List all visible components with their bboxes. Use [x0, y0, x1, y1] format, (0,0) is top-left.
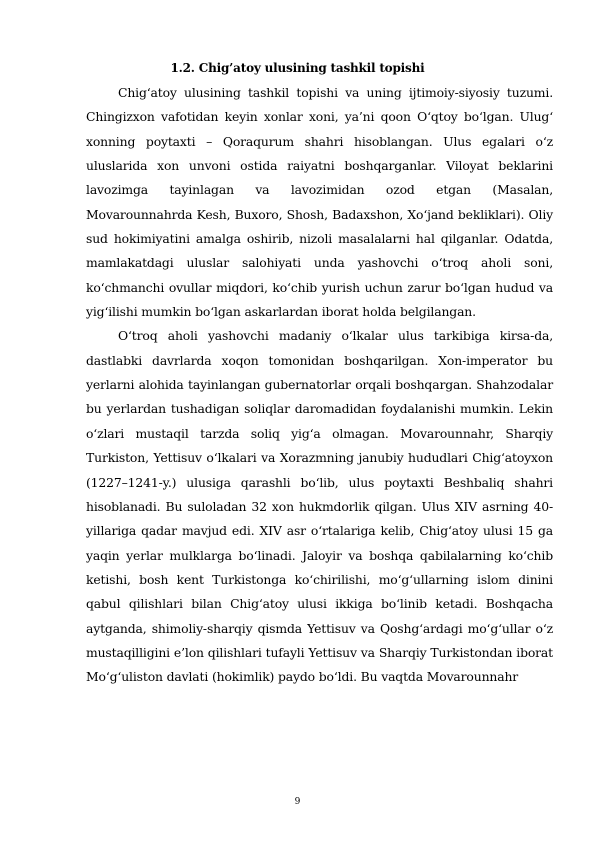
paragraph-1: Chig‘atoy ulusining tashkil topishi va uning ijtimoiy-siyosiy tuzumi. Chingizxon vafotidan keyin xonlar xoni, ya’ni qoon O‘qtoy bo‘lgan. Ulug‘ xonning poytaxti – Qoraqurum shahri hisoblangan. Ulus egalari o‘z uluslarida xon unvoni ostida raiyatni boshqarganlar. Viloyat beklarini lavozimga tayinlagan va lavozimidan ozod etgan (Masalan, Movarounnahrda Kesh, Buxoro, Shosh, Badaxshon, Xo‘jand bekliklari). Oliy sud hokimiyatini amalga oshirib, nizoli masalalarni hal qilganlar. Odatda, mamlakatdagi uluslar salohiyati unda yashovchi o‘troq aholi soni, ko‘chmanchi ovullar miqdori, ko‘chib yurish uchun zarur bo‘lgan hudud va yig‘ilishi mumkin bo‘lgan askarlardan iborat holda belgilangan.: [86, 85, 553, 320]
section-title: 1.2. Chig’atoy ulusining tashkil topishi: [170, 61, 425, 75]
page-number: 9: [294, 797, 301, 807]
body-text: [86, 81, 553, 690]
paragraph-2: O‘troq aholi yashovchi madaniy o‘lkalar ulus tarkibiga kirsa-da, dastlabki davrlarda xoqon tomonidan boshqarilgan. Xon-imperator bu yerlarni alohida tayinlangan gubernatorlar orqali boshqargan. Shahzodalar bu yerlardan tushadigan soliqlar daromadidan foydalanishi mumkin. Lekin o‘zlari mustaqil tarzda soliq yig‘a olmagan. Movarounnahr, Sharqiy Turkiston, Yettisuv o‘lkalari va Xorazmning janubiy hududlari Chig‘atoyxon (1227–1241-y.) ulusiga qarashli bo‘lib, ulus poytaxti Beshbaliq shahri hisoblanadi. Bu suloladan 32 xon hukmdorlik qilgan. Ulus XIV asrning 40-yillariga qadar mavjud edi. XIV asr o‘rtalariga kelib, Chig‘atoy ulusi 15 ga yaqin yerlar mulklarga bo‘linadi. Jaloyir va boshqa qabilalarning ko‘chib ketishi, bosh kent Turkistonga ko‘chirilishi, mo‘g‘ullarning islom dinini qabul qilishlari bilan Chig‘atoy ulusi ikkiga bo‘linib ketadi. Boshqacha aytganda, shimoliy-sharqiy qismda Yettisuv va Qoshg‘ardagi mo‘g‘ullar o‘z mustaqilligini e’lon qilishlari tufayli Yettisuv va Sharqiy Turkistondan iborat Mo‘g‘uliston davlati (hokimlik) paydo bo‘ldi. Bu vaqtda Movarounnahr: [86, 328, 553, 685]
